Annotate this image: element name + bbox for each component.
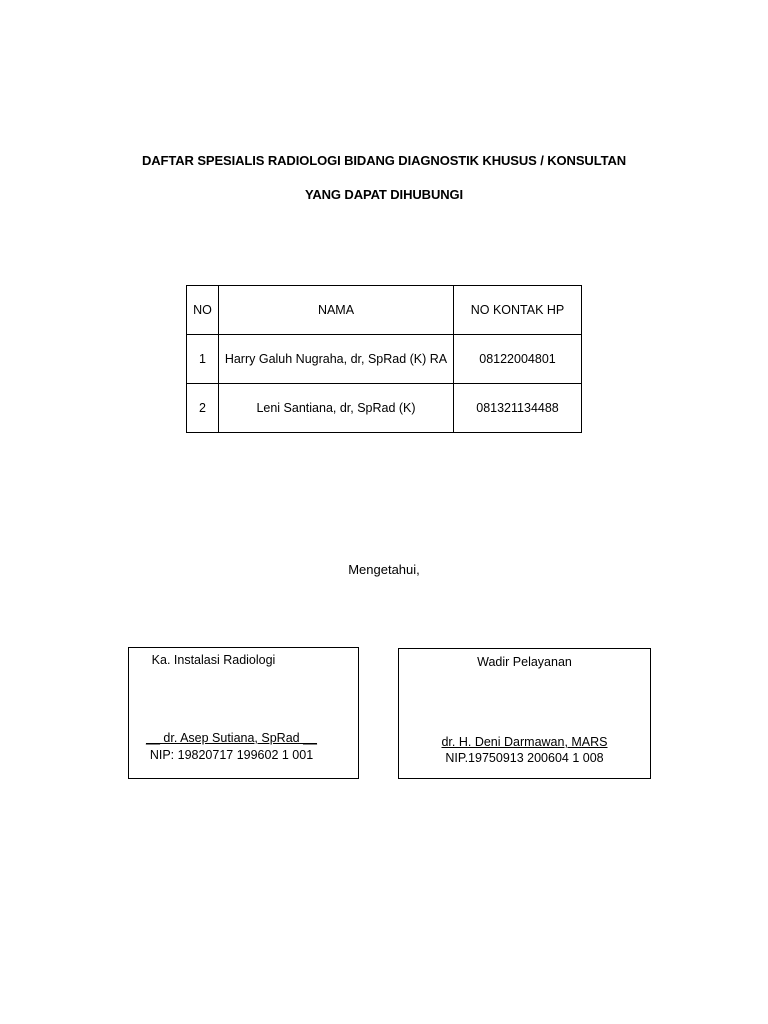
table-row — [187, 335, 582, 384]
document-title-line1: DAFTAR SPESIALIS RADIOLOGI BIDANG DIAGNOSTIK KHUSUS / KONSULTAN — [141, 153, 627, 168]
table-header-row — [187, 286, 582, 335]
signature-box-services — [398, 648, 651, 779]
row-name: Harry Galuh Nugraha, dr, SpRad (K) RA — [219, 335, 454, 384]
acknowledgement-text: Mengetahui, — [348, 562, 420, 577]
signature-nip: NIP: 19820717 199602 1 001 — [149, 748, 314, 762]
signature-box-radiology — [128, 647, 359, 779]
signature-role: Ka. Instalasi Radiologi — [151, 653, 276, 667]
header-no: NO — [187, 286, 219, 335]
signature-nip: NIP.19750913 200604 1 008 — [445, 751, 604, 765]
specialist-table — [186, 285, 582, 433]
header-contact: NO KONTAK HP — [454, 286, 582, 335]
signature-name — [117, 731, 346, 745]
signature-name — [399, 735, 650, 749]
row-no: 2 — [187, 384, 219, 433]
table-row — [187, 384, 582, 433]
signature-name-text: dr. H. Deni Darmawan, MARS — [441, 735, 608, 749]
header-name: NAMA — [219, 286, 454, 335]
row-name: Leni Santiana, dr, SpRad (K) — [219, 384, 454, 433]
document-title-line2: YANG DAPAT DIHUBUNGI — [304, 187, 464, 202]
row-contact: 08122004801 — [454, 335, 582, 384]
signature-role: Wadir Pelayanan — [477, 655, 572, 669]
signature-name-text: __ dr. Asep Sutiana, SpRad __ — [146, 731, 317, 745]
row-contact: 081321134488 — [454, 384, 582, 433]
row-no: 1 — [187, 335, 219, 384]
